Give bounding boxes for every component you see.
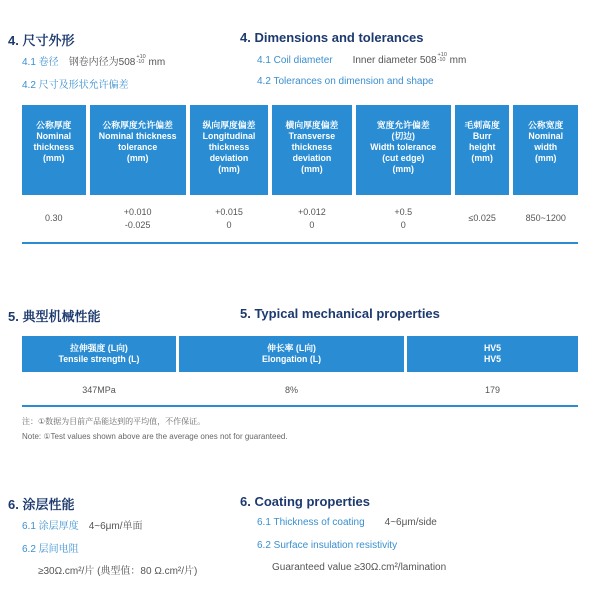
header-en-label: Nominal thickness (mm) — [33, 131, 75, 163]
section6-cn-title: 6. 涂层性能 — [8, 497, 75, 512]
note-en: Note: ①Test values shown above are the average ones not for guaranteed. — [22, 432, 288, 441]
dimensions-cell — [190, 195, 268, 242]
dimensions-table — [22, 105, 578, 242]
header-en-label: Burr height (mm) — [468, 131, 496, 163]
cell-value: +0.5 — [394, 206, 413, 217]
coating-thickness-en-label: 6.1 Thickness of coating — [257, 517, 365, 528]
header-en-label: Nominal thickness tolerance (mm) — [98, 131, 177, 163]
tolerance-cn-label: 4.2 尺寸及形状允许偏差 — [22, 80, 129, 91]
mechanical-header-cell — [22, 336, 176, 372]
coating-thickness-cn-label: 6.1 涂层厚度 — [22, 521, 79, 532]
mechanical-cell: 8% — [284, 385, 298, 395]
tolerance-en-label: 4.2 Tolerances on dimension and shape — [257, 76, 434, 87]
dimensions-cell — [513, 195, 578, 242]
header-en-label: (切边) Width tolerance (cut edge) (mm) — [370, 131, 437, 174]
header-cn-label: 公称厚度允许偏差 — [102, 120, 173, 130]
header-en-label: Nominal width (mm) — [528, 131, 564, 163]
dimensions-cell — [90, 195, 186, 242]
mechanical-table-header — [22, 336, 578, 372]
coating-thickness-cn-value: 4~6μm/单面 — [88, 521, 143, 532]
coating-thickness-en-value: 4~6μm/side — [384, 517, 437, 528]
coil-tolerance-en: +10 -10 — [437, 52, 447, 63]
coil-tolerance-cn: +10 -10 — [136, 54, 146, 65]
header-cn-label: HV5 — [483, 343, 502, 353]
mechanical-header-cell — [179, 336, 404, 372]
header-en-label: Elongation (L) — [261, 354, 322, 364]
dimensions-header-cell — [455, 105, 510, 195]
dimensions-header-cell — [272, 105, 351, 195]
header-cn-label: 公称宽度 — [528, 120, 564, 130]
dimensions-cell — [272, 195, 351, 242]
coating-thickness-cn — [22, 517, 143, 532]
header-en-label: HV5 — [483, 354, 502, 364]
coil-diameter-en-label: 4.1 Coil diameter — [257, 55, 333, 66]
section5-en-title: 5. Typical mechanical properties — [240, 306, 440, 321]
header-en-label: Longitudinal thickness deviation (mm) — [202, 131, 256, 174]
cell-value: +0.010 — [123, 206, 152, 217]
cell-value: ≤0.025 — [468, 213, 496, 223]
mechanical-cell: 347MPa — [82, 385, 116, 395]
header-cn-label: 横向厚度偏差 — [285, 120, 339, 130]
cell-value: +0.012 — [298, 206, 326, 217]
cell-value-lower: -0.025 — [124, 219, 151, 230]
header-cn-label: 伸长率 (L向) — [267, 343, 316, 353]
coil-diameter-en — [257, 53, 466, 66]
dimensions-header-cell — [90, 105, 186, 195]
cell-value: 850~1200 — [525, 213, 566, 223]
mechanical-header-cell — [407, 336, 578, 372]
dimensions-header-cell — [356, 105, 451, 195]
dimensions-header-cell — [22, 105, 86, 195]
cell-value-lower: 0 — [400, 219, 406, 230]
header-en-label: Tensile strength (L) — [58, 354, 140, 364]
dimensions-cell — [455, 195, 510, 242]
dimensions-header-cell — [513, 105, 578, 195]
resistivity-en-label: 6.2 Surface insulation resistivity — [257, 540, 398, 551]
header-cn-label: 宽度允许偏差 — [376, 120, 430, 130]
resistivity-en-value: Guaranteed value ≥30Ω.cm²/lamination — [272, 562, 447, 573]
header-en-label: Transverse thickness deviation (mm) — [288, 131, 336, 174]
section5-cn-title: 5. 典型机械性能 — [8, 309, 101, 324]
coil-diameter-cn-value: 钢卷内径为508+10 -10 mm — [68, 54, 166, 68]
dimensions-table-bottom-rule — [22, 242, 578, 244]
mechanical-table-bottom-rule — [22, 405, 578, 407]
section4-cn-title: 4. 尺寸外形 — [8, 33, 75, 48]
header-cn-label: 拉伸强度 (L向) — [70, 343, 128, 353]
coil-diameter-en-value: Inner diameter 508+10 -10 mm — [352, 52, 467, 66]
coil-diameter-cn — [22, 53, 165, 68]
dimensions-header-cell — [190, 105, 268, 195]
coating-thickness-en — [257, 517, 437, 528]
cell-value-lower: 0 — [226, 219, 232, 230]
resistivity-cn-value: ≥30Ω.cm²/片 (典型值：80 Ω.cm²/片) — [38, 566, 198, 577]
cell-value: +0.015 — [215, 206, 243, 217]
header-cn-label: 公称厚度 — [36, 120, 72, 130]
dimensions-table-header — [22, 105, 578, 195]
note-cn: 注：①数据为目前产品能达到的平均值，不作保证。 — [22, 417, 206, 426]
mechanical-cell: 179 — [484, 385, 501, 395]
resistivity-cn-label: 6.2 层间电阻 — [22, 544, 79, 555]
header-cn-label: 纵向厚度偏差 — [202, 120, 256, 130]
section4-en-title: 4. Dimensions and tolerances — [240, 30, 424, 45]
cell-value: 0.30 — [45, 213, 63, 223]
dimensions-cell — [22, 195, 86, 242]
mechanical-table-row — [22, 372, 578, 408]
dimensions-table-row — [22, 195, 578, 242]
dimensions-cell — [356, 195, 451, 242]
header-cn-label: 毛刺高度 — [464, 120, 500, 130]
section6-en-title: 6. Coating properties — [240, 494, 371, 509]
cell-value-lower: 0 — [309, 219, 315, 230]
mechanical-table — [22, 336, 578, 408]
coil-diameter-cn-label: 4.1 卷径 — [22, 57, 59, 68]
